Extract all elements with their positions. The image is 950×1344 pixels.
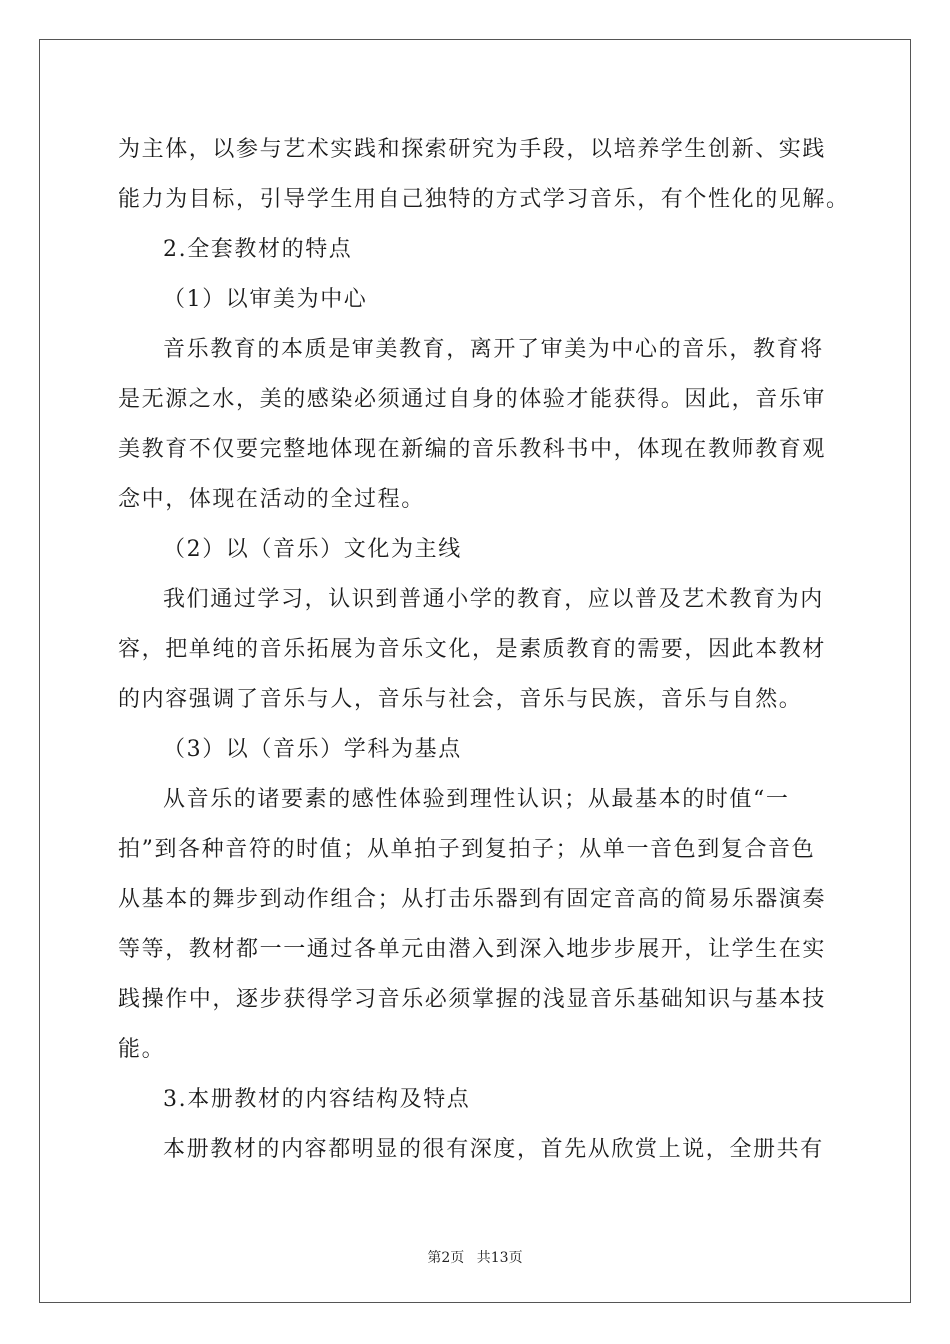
text-line: 音乐教育的本质是审美教育，离开了审美为中心的音乐，教育将 [163, 337, 824, 362]
text-line: 拍”到各种音符的时值；从单拍子到复拍子；从单一音色到复合音色 [118, 837, 816, 862]
section-heading: 2.全套教材的特点 [163, 237, 353, 262]
text-line: 念中，体现在活动的全过程。 [118, 487, 425, 512]
text-line: 容，把单纯的音乐拓展为音乐文化，是素质教育的需要，因此本教材 [118, 637, 827, 662]
text-line: 践操作中，逐步获得学习音乐必须掌握的浅显音乐基础知识与基本技 [118, 987, 827, 1012]
subsection-heading: （1）以审美为中心 [163, 287, 368, 312]
text-line: 从基本的舞步到动作组合；从打击乐器到有固定音高的简易乐器演奏 [118, 887, 827, 912]
text-line: 从音乐的诸要素的感性体验到理性认识；从最基本的时值“一 [163, 787, 790, 812]
text-line: 美教育不仅要完整地体现在新编的音乐教科书中，体现在教师教育观 [118, 437, 827, 462]
section-heading: 3.本册教材的内容结构及特点 [163, 1087, 471, 1112]
text-line: 我们通过学习，认识到普通小学的教育，应以普及艺术教育为内 [163, 587, 824, 612]
page-footer [0, 1247, 950, 1267]
text-line: 本册教材的内容都明显的很有深度，首先从欣赏上说，全册共有 [163, 1137, 824, 1162]
text-line: 等等，教材都一一通过各单元由潜入到深入地步步展开，让学生在实 [118, 937, 827, 962]
page-total: 共13页 [476, 1250, 523, 1266]
subsection-heading: （3）以（音乐）学科为基点 [163, 737, 462, 762]
text-line: 的内容强调了音乐与人，音乐与社会，音乐与民族，音乐与自然。 [118, 687, 803, 712]
subsection-heading: （2）以（音乐）文化为主线 [163, 537, 462, 562]
text-line: 能力为目标，引导学生用自己独特的方式学习音乐，有个性化的见解。 [118, 187, 850, 212]
text-line: 为主体，以参与艺术实践和探索研究为手段，以培养学生创新、实践 [118, 137, 827, 162]
text-line: 能。 [118, 1037, 166, 1062]
page-number: 第2页 [427, 1250, 465, 1266]
text-line: 是无源之水，美的感染必须通过自身的体验才能获得。因此，音乐审 [118, 387, 827, 412]
